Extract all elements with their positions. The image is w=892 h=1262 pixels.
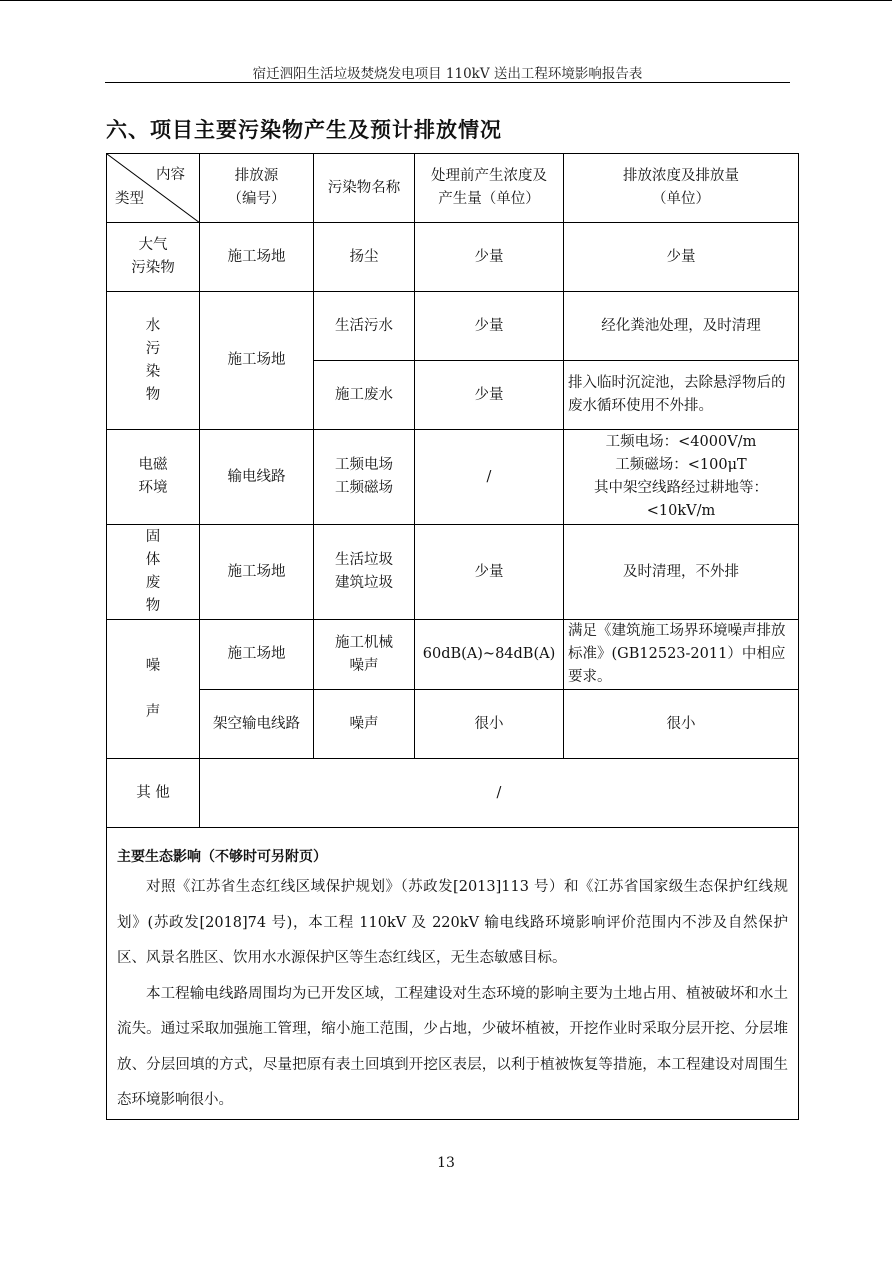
table-row-other bbox=[107, 759, 799, 828]
table-row-noise-1 bbox=[107, 620, 799, 690]
page-top-border bbox=[0, 0, 892, 1]
table-row-noise-2 bbox=[107, 690, 799, 759]
water-pre-2: 少量 bbox=[415, 361, 564, 430]
solid-pre: 少量 bbox=[415, 525, 564, 620]
table-row-water-1 bbox=[107, 292, 799, 361]
header-emission: 排放浓度及排放量 （单位） bbox=[564, 154, 799, 223]
page-number: 13 bbox=[437, 1155, 455, 1171]
type-other: 其 他 bbox=[107, 759, 200, 828]
air-pre: 少量 bbox=[415, 223, 564, 292]
table-row-em bbox=[107, 430, 799, 525]
em-pollutant: 工频电场 工频磁场 bbox=[314, 430, 415, 525]
type-air: 大气 污染物 bbox=[107, 223, 200, 292]
ecology-paragraph-1: 对照《江苏省生态红线区域保护规划》（苏政发[2013]113 号）和《江苏省国家级生态保护红线规划》(苏政发[2018]74 号)，本工程 110kV 及 220kV 输电线路环境影响评价范围内不涉及自然保护区、风景名胜区、饮用水水源保护区等生态红线区，无生态敏感目标。 bbox=[117, 879, 788, 966]
ecology-title: 主要生态影响（不够时可另附页） bbox=[117, 849, 327, 865]
noise-post-2: 很小 bbox=[564, 690, 799, 759]
pollutant-table bbox=[106, 153, 799, 1120]
noise-pre-1: 60dB(A)~84dB(A) bbox=[415, 620, 564, 690]
noise-pollutant-2: 噪声 bbox=[314, 690, 415, 759]
noise-pollutant-1: 施工机械 噪声 bbox=[314, 620, 415, 690]
type-em: 电磁 环境 bbox=[107, 430, 200, 525]
type-water: 水 污 染 物 bbox=[107, 292, 200, 430]
em-pre: / bbox=[415, 430, 564, 525]
noise-source-1: 施工场地 bbox=[200, 620, 314, 690]
water-pollutant-1: 生活污水 bbox=[314, 292, 415, 361]
ecology-paragraph-2: 本工程输电线路周围均为已开发区域，工程建设对生态环境的影响主要为土地占用、植被破坏和水土流失。通过采取加强施工管理，缩小施工范围，少占地，少破坏植被，开挖作业时采取分层开挖、分层堆放、分层回填的方式，尽量把原有表土回填到开挖区表层，以利于植被恢复等措施，本工程建设对周围生态环境影响很小。 bbox=[117, 985, 788, 1108]
header-content-label: 内容 bbox=[156, 167, 185, 183]
water-pre-1: 少量 bbox=[415, 292, 564, 361]
solid-post: 及时清理，不外排 bbox=[564, 525, 799, 620]
solid-source: 施工场地 bbox=[200, 525, 314, 620]
em-post: 工频电场：<4000V/m 工频磁场：<100μT 其中架空线路经过耕地等： <10kV/m bbox=[564, 430, 799, 525]
air-pollutant: 扬尘 bbox=[314, 223, 415, 292]
table-header-row bbox=[107, 154, 799, 223]
air-post: 少量 bbox=[564, 223, 799, 292]
table-row-ecology bbox=[107, 828, 799, 1120]
header-rule bbox=[105, 82, 790, 83]
solid-pollutant: 生活垃圾 建筑垃圾 bbox=[314, 525, 415, 620]
water-pollutant-2: 施工废水 bbox=[314, 361, 415, 430]
type-noise: 噪 声 bbox=[107, 620, 200, 759]
table-row-solid bbox=[107, 525, 799, 620]
water-post-1: 经化粪池处理，及时清理 bbox=[564, 292, 799, 361]
air-source: 施工场地 bbox=[200, 223, 314, 292]
water-source: 施工场地 bbox=[200, 292, 314, 430]
noise-source-2: 架空输电线路 bbox=[200, 690, 314, 759]
noise-pre-2: 很小 bbox=[415, 690, 564, 759]
header-pollutant: 污染物名称 bbox=[314, 154, 415, 223]
header-type-label: 类型 bbox=[115, 191, 144, 207]
table-row-air bbox=[107, 223, 799, 292]
other-value: / bbox=[200, 759, 799, 828]
em-source: 输电线路 bbox=[200, 430, 314, 525]
header-pre-treatment: 处理前产生浓度及 产生量（单位） bbox=[415, 154, 564, 223]
running-header: 宿迁泗阳生活垃圾焚烧发电项目 110kV 送出工程环境影响报告表 bbox=[252, 66, 643, 82]
type-solid: 固 体 废 物 bbox=[107, 525, 200, 620]
section-title: 六、项目主要污染物产生及预计排放情况 bbox=[106, 118, 502, 142]
diagonal-header-cell bbox=[107, 154, 200, 223]
ecology-cell bbox=[107, 828, 799, 1120]
water-post-2: 排入临时沉淀池，去除悬浮物后的废水循环使用不外排。 bbox=[564, 361, 799, 430]
noise-post-1: 满足《建筑施工场界环境噪声排放标准》(GB12523-2011）中相应要求。 bbox=[564, 620, 799, 690]
header-source: 排放源 （编号） bbox=[200, 154, 314, 223]
